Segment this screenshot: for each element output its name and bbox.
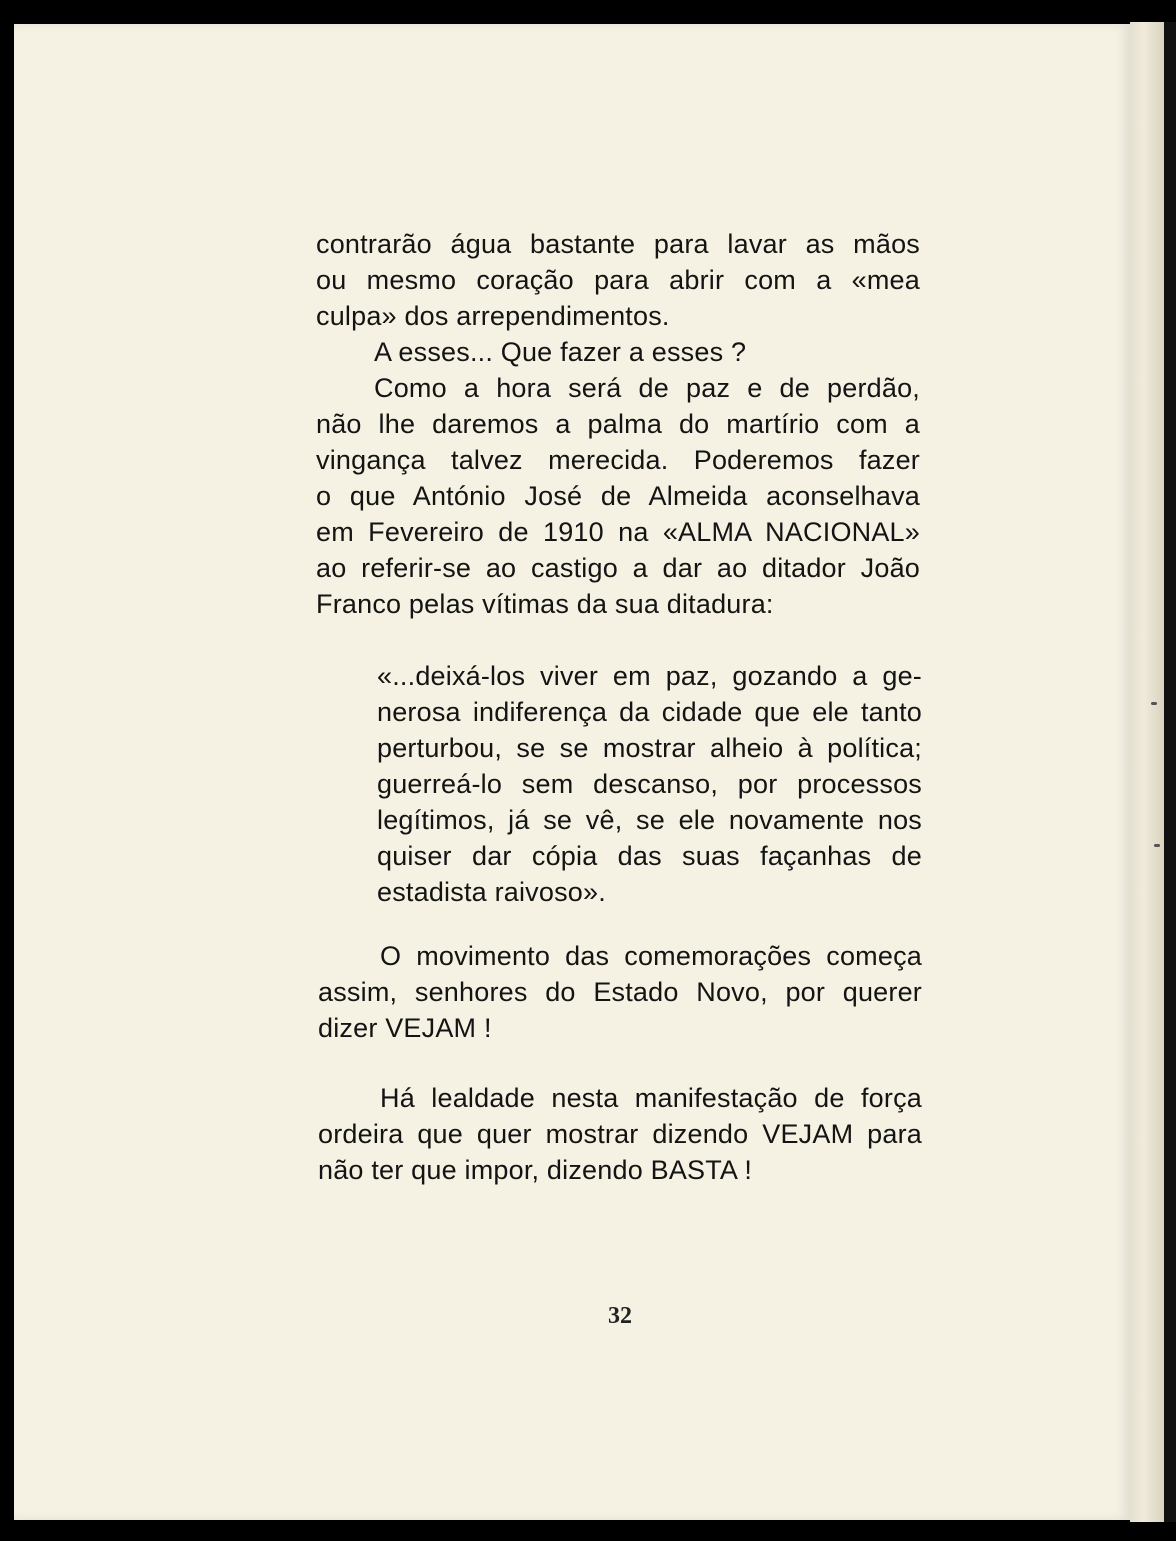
page-edge [1130,22,1164,1522]
text-line: em Fevereiro de 1910 na «ALMA NACIONAL» [316,517,920,547]
text-line: Como a hora será de paz e de perdão, [374,373,920,403]
text-line: O movimento das comemorações começa [380,941,922,971]
text-line: vingança talvez merecida. Poderemos fazer [316,445,920,475]
page-edge-shadow [1164,22,1176,1522]
text-line: perturbou, se se mostrar alheio à política; [377,733,922,763]
page-number: 32 [608,1303,632,1329]
text-line: ou mesmo coração para abrir com a «mea [316,265,920,295]
text-line: nerosa indiferença da cidade que ele tanto [377,697,922,727]
text-line: assim, senhores do Estado Novo, por querer [318,977,922,1007]
text-line: «...deixá-los viver em paz, gozando a ge- [377,661,922,691]
paragraph-4 [318,1080,922,1188]
text-line: não lhe daremos a palma do martírio com a [316,409,920,439]
text-line: quiser dar cópia das suas façanhas de [377,841,922,871]
text-line: estadista raivoso». [377,877,606,907]
paragraph-1 [316,226,920,622]
dust-speck [1151,702,1157,705]
dust-speck [1154,844,1160,847]
text-line: o que António José de Almeida aconselhava [316,481,920,511]
text-line: dizer VEJAM ! [318,1013,492,1043]
text-line: ordeira que quer mostrar dizendo VEJAM para [318,1119,922,1149]
text-line: guerreá-lo sem descanso, por processos [377,769,922,799]
text-line: Franco pelas vítimas da sua ditadura: [316,589,774,619]
text-line: A esses... Que fazer a esses ? [374,337,747,367]
text-line: não ter que impor, dizendo BASTA ! [318,1155,753,1185]
text-line: culpa» dos arrependimentos. [316,301,670,331]
block-quote [377,658,922,910]
text-line: Há lealdade nesta manifestação de força [380,1083,922,1113]
paragraph-3 [318,938,922,1046]
text-line: legítimos, já se vê, se ele novamente nos [377,805,922,835]
text-line: contrarão água bastante para lavar as mãos [316,229,920,259]
text-line: ao referir-se ao castigo a dar ao ditador João [316,553,920,583]
